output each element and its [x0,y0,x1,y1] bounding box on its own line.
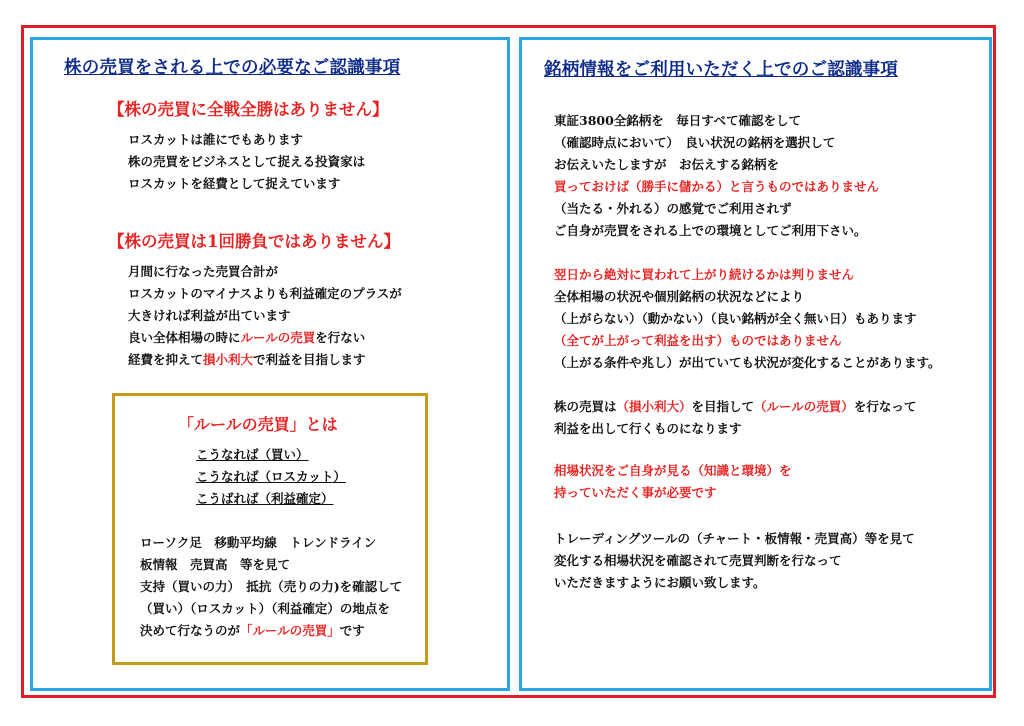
paragraph-line-highlight: （全てが上がって利益を出す）ものではありません [554,333,842,348]
paragraph-line: 東証3800全銘柄を 毎日すべて確認をして [554,113,802,128]
section1-line: 株の売買をビジネスとして捉える投資家は [128,154,366,169]
paragraph-line: 全体相場の状況や個別銘柄の状況などにより [554,289,805,304]
section2-line: ロスカットのマイナスよりも利益確定のプラスが [128,286,402,301]
text-segment: で利益を目指します [253,352,366,367]
paragraph-line: ご自身が売買をされる上での環境としてご利用下さい。 [554,223,867,238]
section2-line: 大きければ利益が出ています [128,308,291,323]
rule-line: ローソク足 移動平均線 トレンドライン [140,535,377,550]
paragraph-line: トレーディングツールの（チャート・板情報・売買高）等を見て [554,531,915,546]
paragraph-line: （当たる・外れる）の感覚でご利用されず [554,201,792,216]
section1-line: ロスカットを経費として捉えています [128,176,341,191]
paragraph-line-highlight: 買っておけば（勝手に儲かる）と言うものではありません [554,179,880,194]
rule-item: こうなれば（買い） [196,447,309,462]
paragraph-line: （確認時点において） 良い状況の銘柄を選択して [554,135,836,150]
right-paragraph-4 [554,460,792,504]
paragraph-line-highlight: 相場状況をご自身が見る（知識と環境）を [554,463,792,478]
paragraph-line-highlight: 翌日から絶対に買われて上がり続けるかは判りません [554,267,855,282]
paragraph-line-highlight: 持っていただく事が必要です [554,485,717,500]
text-segment: を行ない [315,330,366,345]
rule-line [140,620,402,642]
right-paragraph-3 [554,396,916,440]
paragraph-line: 利益を出して行くものになります [554,421,742,436]
section1-heading: 【株の売買に全戦全勝はありません】 [108,100,389,119]
section2-body [128,261,402,371]
text-segment: を目指して [691,399,755,414]
section2-line [128,327,402,349]
section1-line: ロスカットは誰にでもあります [128,132,303,147]
right-paragraph-1 [554,110,879,242]
paragraph-line: （上がる条件や兆し）が出ていても状況が変化することがあります。 [554,355,941,370]
rule-item: こうばれば（利益確定） [196,491,334,506]
text-segment: 良い全体相場の時に [128,330,241,345]
rule-line: 板情報 売買高 等を見て [140,557,291,572]
paragraph-line: お伝えいたしますが お伝えする銘柄を [554,157,780,172]
rule-item: こうなれば（ロスカット） [196,469,346,484]
section2-heading: 【株の売買は1回勝負ではありません】 [108,232,400,251]
rule-box-title: 「ルールの売買」とは [178,415,338,434]
paragraph-line: 変化する相場状況を確認されて売買判断を行なって [554,553,842,568]
right-paragraph-5 [554,528,915,594]
highlight-text: （ルールの売買） [754,399,854,414]
text-segment: を行なって [853,399,917,414]
section1-body [128,129,365,195]
text-segment: 株の売買は [554,399,617,414]
right-paragraph-2 [554,264,941,374]
highlight-text: 損小利大 [203,352,254,367]
paragraph-line: （上がらない）（動かない）（良い銘柄が全く無い日）もあります [554,311,917,326]
highlight-text: ルールの売買 [240,330,316,345]
section2-line: 月間に行なった売買合計が [128,264,279,279]
paragraph-line: いただきますようにお願い致します。 [554,575,766,590]
text-segment: です [339,623,365,638]
rule-line: 支持（買いの力） 抵抗（売りの力)を確認して [140,579,403,594]
text-segment: 経費を抑えて [128,352,204,367]
rule-body [140,532,402,642]
highlight-text: 「ルールの売買」 [240,623,340,638]
text-segment: 決めて行なうのが [140,623,241,638]
paragraph-line [554,396,916,418]
rule-line: （買い）（ロスカット）（利益確定）の地点を [140,601,390,616]
highlight-text: （損小利大） [616,399,692,414]
right-panel-title: 銘柄情報をご利用いただく上でのご認識事項 [544,60,898,80]
section2-line [128,349,402,371]
rule-items [196,444,346,510]
left-panel-title: 株の売買をされる上での必要なご認識事項 [64,58,401,78]
